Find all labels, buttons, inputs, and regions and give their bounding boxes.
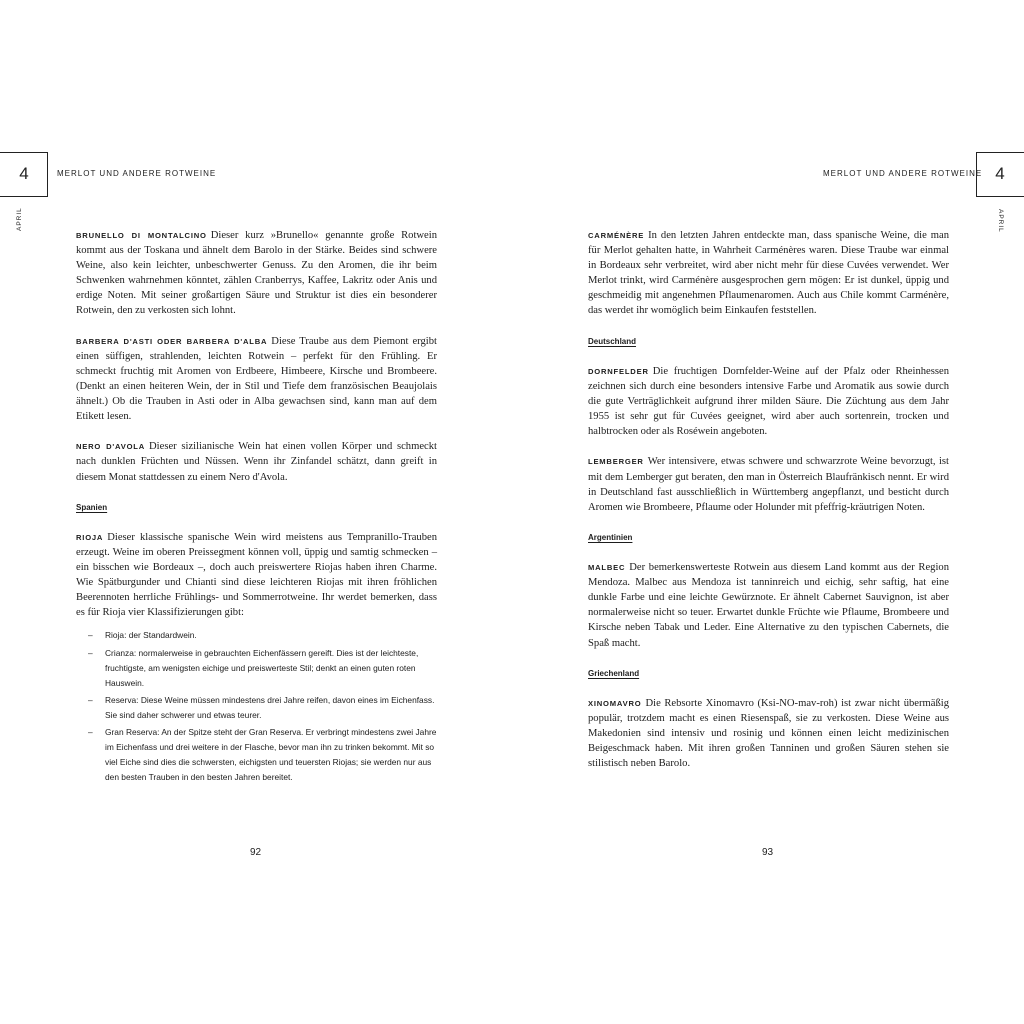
wine-description: Dieser klassische spanische Wein wird meistens aus Tempranillo-Trauben erzeugt. Weine im oberen Preissegment können voll, üppig und samtig schmecken – ein bisschen wie Bordeaux –, doch auch preiswertere Riojas haben ihren Charme. Wie Spätburgunder und Chianti sind diese leichteren Riojas mit ihren fröhlichen Beerennoten herrliche Frühlings- und Sommerrotweine. Ihr werdet bemerken, dass es für Rioja vier Klassifizierungen gibt:: [76, 531, 437, 619]
wine-description: Wer intensivere, etwas schwere und schwarzrote Weine bevorzugt, ist mit dem Lemberger gut beraten, den man in Österreich Blaufränkisch nennt. Er wird in Deutschland fast ausschließlich in Württemberg angepflanzt, und besticht durch Aromen wie Brombeere, Pflaume oder Holunder mit pfeffrig-kräutrigen Noten.: [588, 456, 949, 513]
running-header-right: MERLOT UND ANDERE ROTWEINE: [823, 169, 983, 178]
wine-entry-dornfelder: [588, 364, 949, 439]
wine-entry-barbera: [76, 334, 437, 425]
wine-entry-carmenere: [588, 228, 949, 319]
chapter-number-right: 4: [995, 164, 1005, 183]
wine-description: Dieser sizilianische Wein hat einen vollen Körper und schmeckt nach dunklen Früchten und Nüssen. Wenn ihr Zinfandel schätzt, dann greift in diesem Monat stattdessen zu einem Nero d'Avola.: [76, 441, 437, 483]
month-tab-right: APRIL: [997, 209, 1004, 233]
wine-term: DORNFELDER: [588, 366, 649, 376]
wine-term: XINOMAVRO: [588, 698, 642, 708]
section-heading-griechenland: Griechenland: [588, 668, 640, 678]
rioja-classification-list: [88, 628, 437, 785]
wine-term: LEMBERGER: [588, 457, 644, 467]
wine-description: Die Rebsorte Xinomavro (Ksi-NO-mav-roh) ist zwar nicht übermäßig populär, trotzdem macht es einen Riesenspaß, sie zu verkosten. Diese Weine aus Makedonien sind intensiv und rosinig und können einen leicht medizinischen Beigeschmack haben. Mit ihren großen Tanninen und großen Säuren stehen sie stilistisch neben Barolo.: [588, 697, 949, 770]
wine-term: MALBEC: [588, 563, 626, 573]
wine-term: BRUNELLO DI MONTALCINO: [76, 231, 207, 240]
wine-term: RIOJA: [76, 532, 104, 542]
wine-entry-nero-davola: [76, 439, 437, 484]
section-heading-argentinien: Argentinien: [588, 532, 633, 542]
wine-entry-lemberger: [588, 454, 949, 514]
page-number-left: 92: [250, 847, 262, 858]
wine-term: NERO D'AVOLA: [76, 442, 146, 452]
section-heading-deutschland: Deutschland: [588, 336, 637, 346]
month-tab-left: APRIL: [16, 207, 23, 231]
list-item: – Rioja: der Standardwein.: [88, 628, 437, 643]
wine-description: Die fruchtigen Dornfelder-Weine auf der Pfalz oder Rheinhessen zeichnen sich durch eine besonders intensive Farbe und Aromatik aus sowie durch die gute Verträglichkeit aufgrund ihrer milden Säure. Die Züchtung aus dem Jahr 1955 ist sehr gut für Cuvées geeignet, wird aber auch sortenrein, trocken und halbtrocken oder als Roséwein angeboten.: [588, 365, 949, 438]
section-heading-spanien: Spanien: [76, 502, 108, 512]
wine-entry-brunello: [76, 228, 437, 319]
list-item: – Crianza: normalerweise in gebrauchten Eichenfässern gereift. Dies ist der leichteste, fruchtigste, am wenigsten eichige und preiswerteste Stil; denkt an einen guten roten Hauswein.: [88, 646, 437, 691]
list-item: – Reserva: Diese Weine müssen mindestens drei Jahre reifen, davon eines im Eichenfass. Sie sind daher schwerer und etwas teurer.: [88, 693, 437, 723]
wine-entry-xinomavro: [588, 696, 949, 771]
page-number-right: 93: [762, 847, 774, 858]
wine-description: In den letzten Jahren entdeckte man, dass spanische Weine, die man für Merlot gehalten hatte, in Wahrheit Carménères waren. Diese Traube war einmal in Bordeaux sehr verbreitet, wird aber nicht mehr für diese Cuvées verwendet. Wer Merlot trinkt, wird Carménère ausgesprochen gern mögen: Er ist dunkel, üppig und geschmeidig mit angenehmen Pflaumenaromen. Auch aus Chile kommt Carménère, das werdet ihr womöglich beim Einkaufen feststellen.: [588, 230, 949, 317]
list-item: – Gran Reserva: An der Spitze steht der Gran Reserva. Er verbringt mindestens zwei Jahre im Eichenfass und drei weitere in der Flasche, bevor man ihn zu trinken bekommt. Mit so viel Eiche sind dies die schwersten, eichigsten und teuersten Riojas; sie werden nur aus den besten Trauben in den besten Jahren bereitet.: [88, 725, 437, 785]
wine-entry-rioja: [76, 530, 437, 621]
wine-term: BARBERA D'ASTI ODER BARBERA D'ALBA: [76, 336, 268, 346]
wine-entry-malbec: [588, 560, 949, 651]
wine-term: CARMÉNÈRE: [588, 231, 645, 240]
left-page-body: [76, 228, 437, 787]
right-page-body: [588, 228, 949, 786]
wine-description: Dieser kurz »Brunello« genannte große Rotwein kommt aus der Toskana und ähnelt dem Barolo in der Stärke. Beides sind schwere Weine, also kein leichter, unbeschwerter Genuss. Zu den Aromen, die ihr beim Schwenken wahrnehmen könntet, zählen Cranberrys, Kaffee, Lakritz oder Anis und erdige Noten. Mit seiner großartigen Säure und Struktur ist dies ein besonderer Rotwein, den zu verkosten sich lohnt.: [76, 230, 438, 317]
wine-description: Diese Traube aus dem Piemont ergibt einen süffigen, strahlenden, leichten Rotwein – perfekt für den Frühling. Er schmeckt fruchtig mit Aromen von Erdbeere, Himbeere, Kirsche und Brombeere. (Denkt an einen heiteren Wein, der in Stil und Tiefe dem französischen Beaujolais ähnelt.) Ob die Trauben in Asti oder in Alba gewachsen sind, kann man auf dem Etikett lesen.: [76, 335, 437, 423]
running-header-left: MERLOT UND ANDERE ROTWEINE: [57, 169, 217, 178]
chapter-number-left: 4: [19, 164, 29, 183]
wine-description: Der bemerkenswerteste Rotwein aus diesem Land kommt aus der Region Mendoza. Malbec aus Mendoza ist tanninreich und eichig, sehr saftig, hat eine dunkle Farbe und eine leichte Gewürznote. Er ähnelt Cabernet Sauvignon, ist aber normalerweise nicht so teuer. Erwartet dunkle Früchte wie Pflaume, Brombeere und Kirsche neben Tabak und Leder. Eine Alternative zu den typischen Cabernets, die Spaß macht.: [588, 562, 949, 649]
